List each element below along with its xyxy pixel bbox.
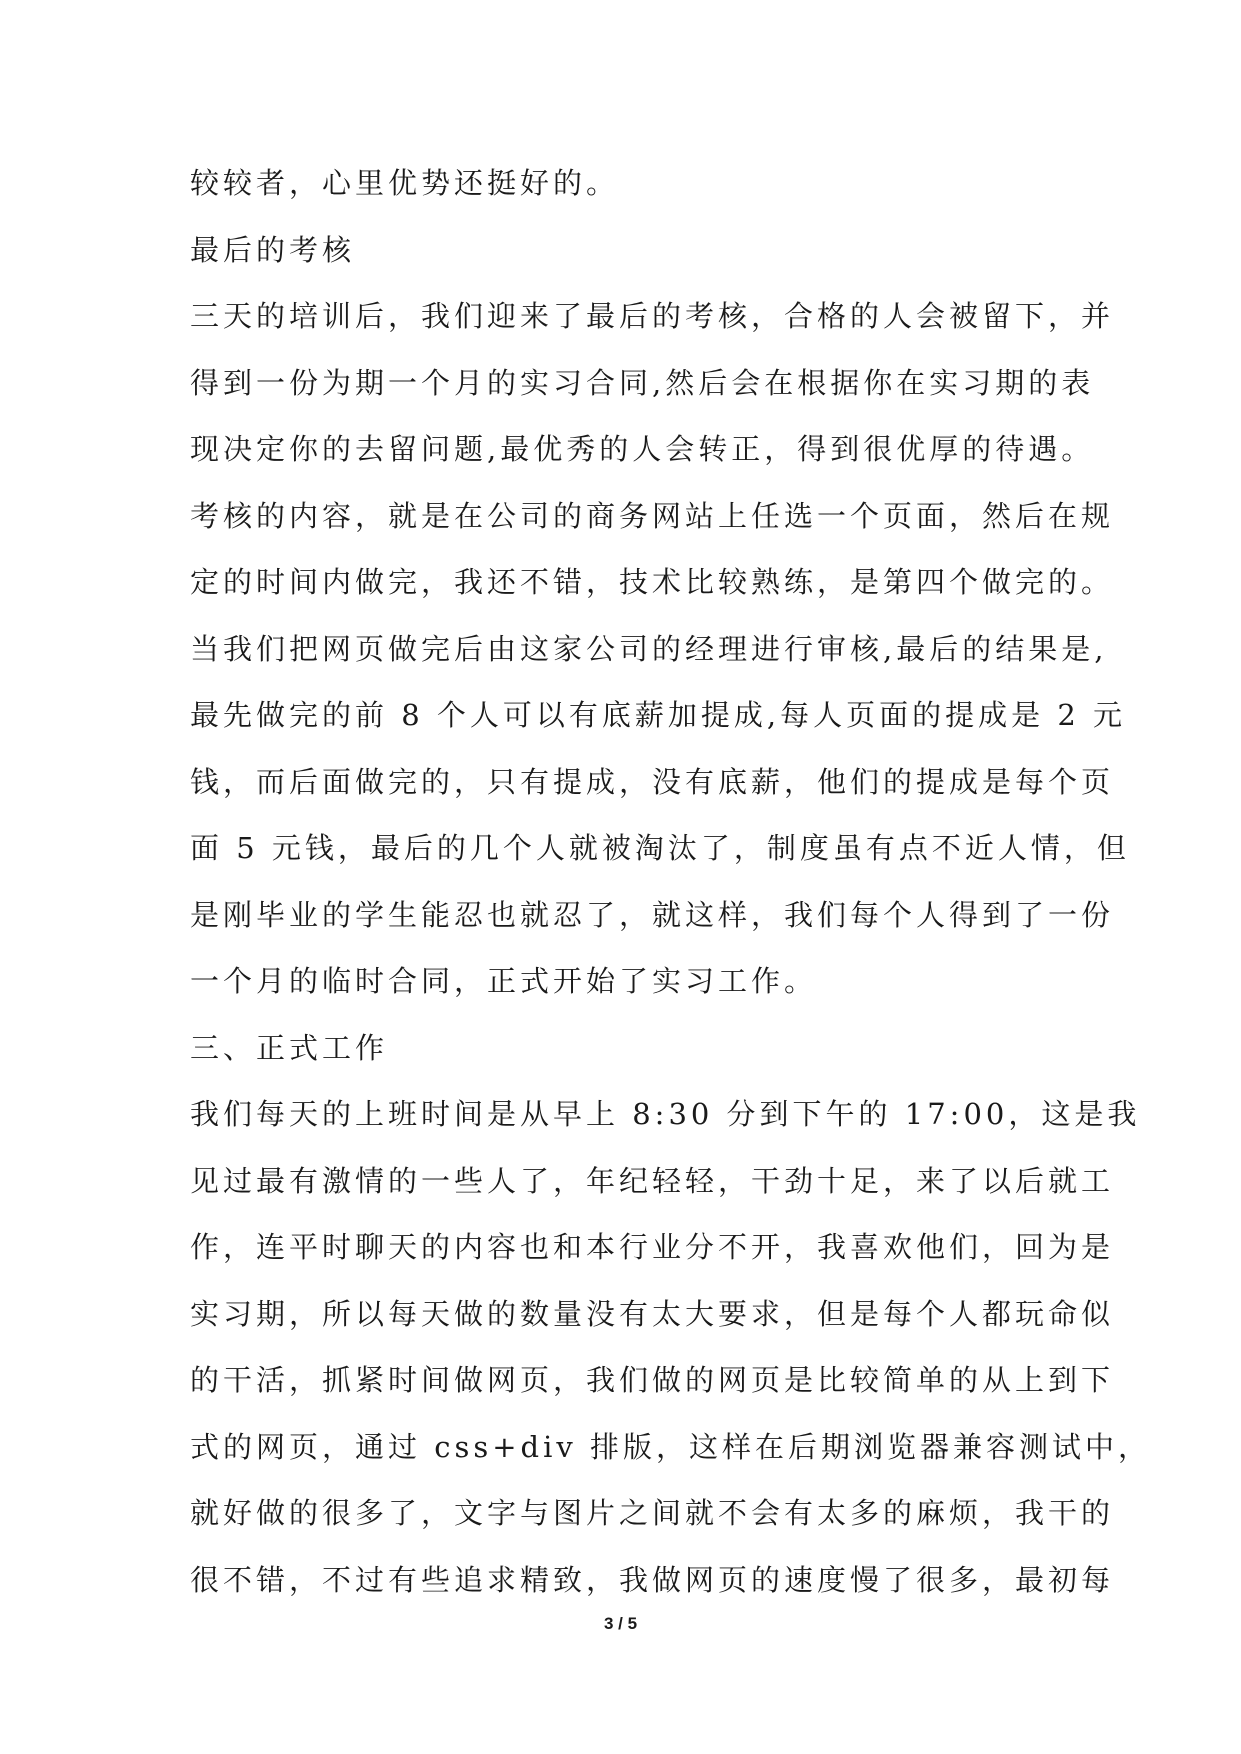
text-line: 考核的内容，就是在公司的商务网站上任选一个页面，然后在规 [190, 498, 1115, 533]
text-line: 最先做完的前 8 个人可以有底薪加提成,每人页面的提成是 2 元 [190, 698, 1126, 732]
text-line: 当我们把网页做完后由这家公司的经理进行审核,最后的结果是, [190, 631, 1108, 666]
text-line: 一个月的临时合同，正式开始了实习工作。 [190, 964, 818, 998]
text-line: 是刚毕业的学生能忍也就忍了，就这样，我们每个人得到了一份 [190, 897, 1115, 932]
text-line: 面 5 元钱，最后的几个人就被淘汰了，制度虽有点不近人情，但 [190, 831, 1130, 865]
text-line: 我们每天的上班时间是从早上 8:30 分到下午的 17:00，这是我 [190, 1097, 1141, 1131]
text-line: 现决定你的去留问题,最优秀的人会转正，得到很优厚的待遇。 [190, 432, 1095, 466]
page-number: 3 / 5 [603, 1614, 638, 1633]
section-heading: 最后的考核 [190, 232, 356, 267]
text-line: 钱，而后面做完的，只有提成，没有底薪，他们的提成是每个页 [190, 764, 1115, 799]
text-line: 三天的培训后，我们迎来了最后的考核，合格的人会被留下，并 [190, 299, 1115, 333]
section-heading: 三、正式工作 [190, 1030, 389, 1065]
text-line: 就好做的很多了，文字与图片之间就不会有太多的麻烦，我干的 [190, 1496, 1115, 1530]
text-line: 很不错，不过有些追求精致，我做网页的速度慢了很多，最初每 [190, 1562, 1115, 1597]
text-line: 得到一份为期一个月的实习合同,然后会在根据你在实习期的表 [190, 365, 1095, 400]
text-line: 的干活，抓紧时间做网页，我们做的网页是比较简单的从上到下 [190, 1363, 1115, 1397]
text-line: 较较者，心里优势还挺好的。 [190, 166, 620, 200]
text-line: 实习期，所以每天做的数量没有太大要求，但是每个人都玩命似 [190, 1296, 1115, 1331]
text-line: 式的网页，通过 css+div 排版，这样在后期浏览器兼容测试中， [190, 1429, 1151, 1464]
document-body [190, 150, 1151, 1613]
text-line: 定的时间内做完，我还不错，技术比较熟练，是第四个做完的。 [190, 565, 1115, 599]
text-line: 见过最有激情的一些人了，年纪轻轻，干劲十足，来了以后就工 [190, 1163, 1115, 1198]
text-line: 作，连平时聊天的内容也和本行业分不开，我喜欢他们，回为是 [190, 1230, 1115, 1264]
